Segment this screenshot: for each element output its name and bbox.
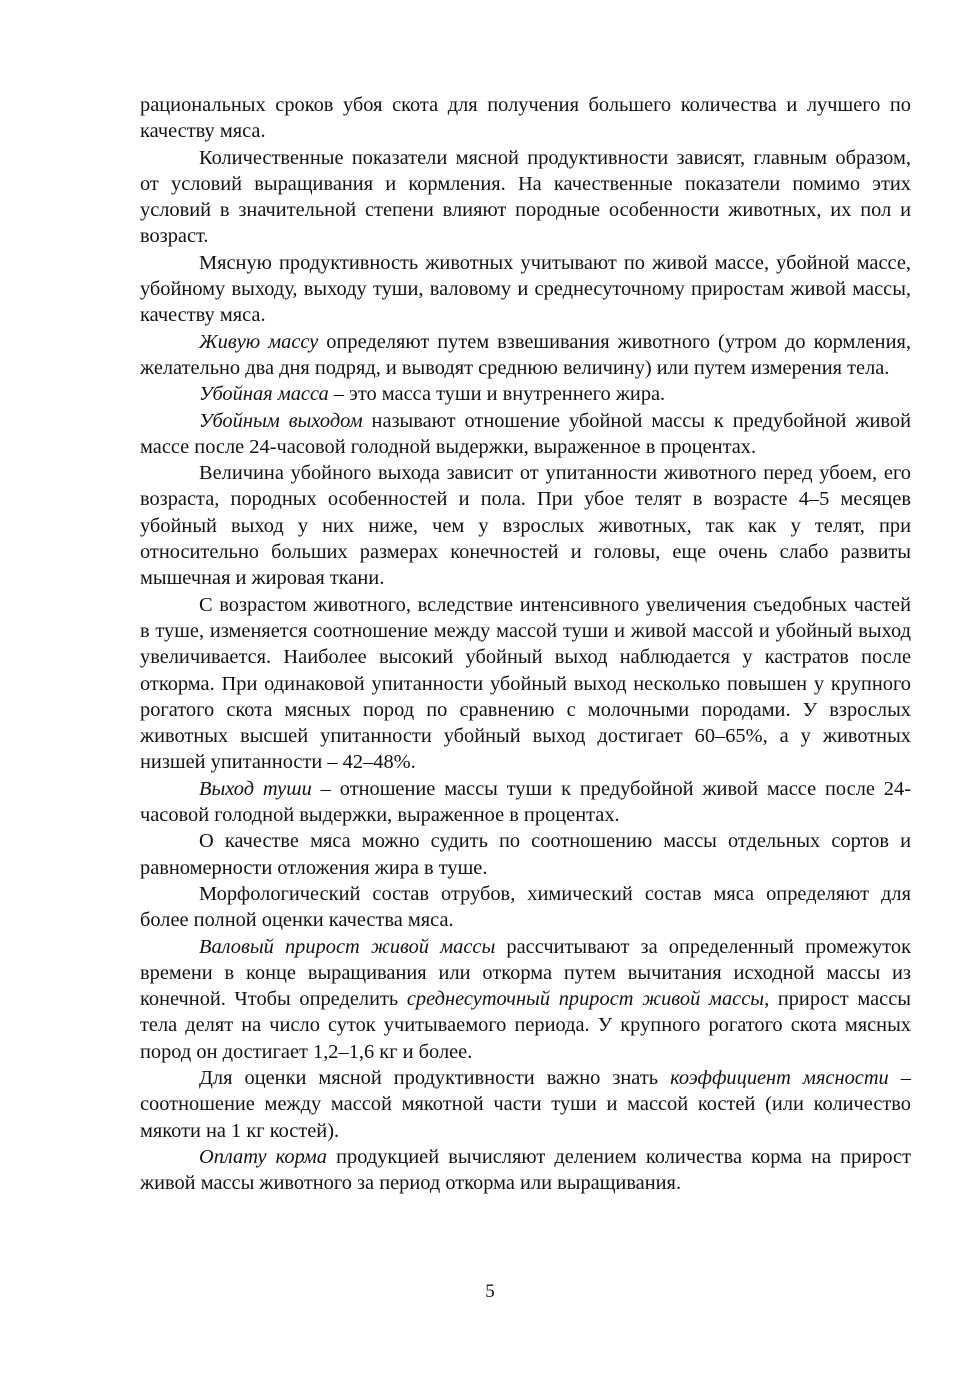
term-meatiness-coefficient: коэффициент мясности [670,1066,889,1089]
page-body [140,92,911,1196]
paragraph-10 [140,828,911,881]
paragraph-12-text-a: рассчитывают за определенный промежуток времени в конце выращивания или откорма путем вычитания исходной массы из конечной. Чтобы определить [140,935,911,1011]
term-slaughter-yield: Убойным выходом [199,409,363,432]
paragraph-9 [140,776,911,829]
paragraph-13-text-b: – соотношение между массой мякотной части туши и массой костей (или количество мякоти на 1 кг костей). [140,1066,911,1142]
paragraph-9-text: – отношение массы туши к предубойной живой массе после 24-часовой голодной выдержки, выраженное в процентах. [140,777,911,827]
paragraph-5-text: – это масса туши и внутреннего жира. [328,383,666,406]
page-number: 5 [485,1281,495,1302]
paragraph-2-text: Количественные показатели мясной продуктивности зависят, главным образом, от условий выращивания и кормления. На качественные показатели помимо этих условий в значительной степени влияют породные особенности животных, их пол и возраст. [140,146,911,248]
paragraph-6 [140,408,911,461]
paragraph-8 [140,592,911,776]
paragraph-7-text: Величина убойного выхода зависит от упитанности животного перед убоем, его возраста, породных особенностей и пола. При убое телят в возрасте 4–5 месяцев убойный выход у них ниже, чем у взрослых животных, так как у телят, при относительно больших размерах конечностей и головы, еще очень слабо развиты мышечная и жировая ткани. [140,462,911,590]
term-carcass-yield: Выход туши [199,777,312,800]
paragraph-7 [140,460,911,591]
paragraph-3 [140,250,911,329]
paragraph-3-text: Мясную продуктивность животных учитывают по живой массе, убойной массе, убойному выходу, выходу туши, валовому и среднесуточному приростам живой массы, качеству мяса. [140,251,911,327]
paragraph-5 [140,381,911,407]
paragraph-13-text-a: Для оценки мясной продуктивности важно знать [199,1066,671,1089]
term-gross-gain: Валовый прирост живой массы [199,935,496,958]
paragraph-13 [140,1065,911,1144]
term-feed-payment: Оплату корма [199,1145,328,1168]
paragraph-6-text: называют отношение убойной массы к предубойной живой массе после 24-часовой голодной выдержки, выраженное в процентах. [140,409,911,458]
term-slaughter-weight: Убойная масса [199,383,329,406]
paragraph-14 [140,1144,911,1197]
term-daily-gain: среднесуточный прирост живой массы [406,988,765,1011]
paragraph-4-text: определяют путем взвешивания животного (утром до кормления, желательно два дня подряд, и выводят среднюю величину) или путем измерения тела. [140,330,911,379]
paragraph-11 [140,881,911,934]
paragraph-10-text: О качестве мяса можно судить по соотношению массы отдельных сортов и равномерности отложения жира в туше. [140,830,911,879]
paragraph-1 [140,92,911,145]
term-live-weight: Живую массу [199,330,319,353]
paragraph-14-text: продукцией вычисляют делением количества корма на прирост живой массы животного за период откорма или выращивания. [140,1145,912,1195]
paragraph-11-text: Морфологический состав отрубов, химический состав мяса определяют для более полной оценки качества мяса. [140,882,911,932]
paragraph-12-text-b: , прирост массы тела делят на число суток учитываемого периода. У крупного рогатого скота мясных пород он достигает 1,2–1,6 кг и более. [140,988,911,1063]
paragraph-12 [140,934,911,1065]
paragraph-1-text: рациональных сроков убоя скота для получения большего количества и лучшего по качеству мяса. [140,94,911,143]
paragraph-4 [140,329,911,382]
paragraph-2 [140,145,911,250]
paragraph-8-text: С возрастом животного, вследствие интенсивного увеличения съедобных частей в туше, изменяется соотношение между массой туши и живой массой и убойный выход увеличивается. Наиболее высокий убойный выход наблюдается у кастратов после откорма. При одинаковой упитанности убойный выход несколько повышен у крупного рогатого скота мясных пород по сравнению с молочными породами. У взрослых животных высшей упитанности убойный выход достигает 60–65%, а у животных низшей упитанности – 42–48%. [140,593,911,774]
